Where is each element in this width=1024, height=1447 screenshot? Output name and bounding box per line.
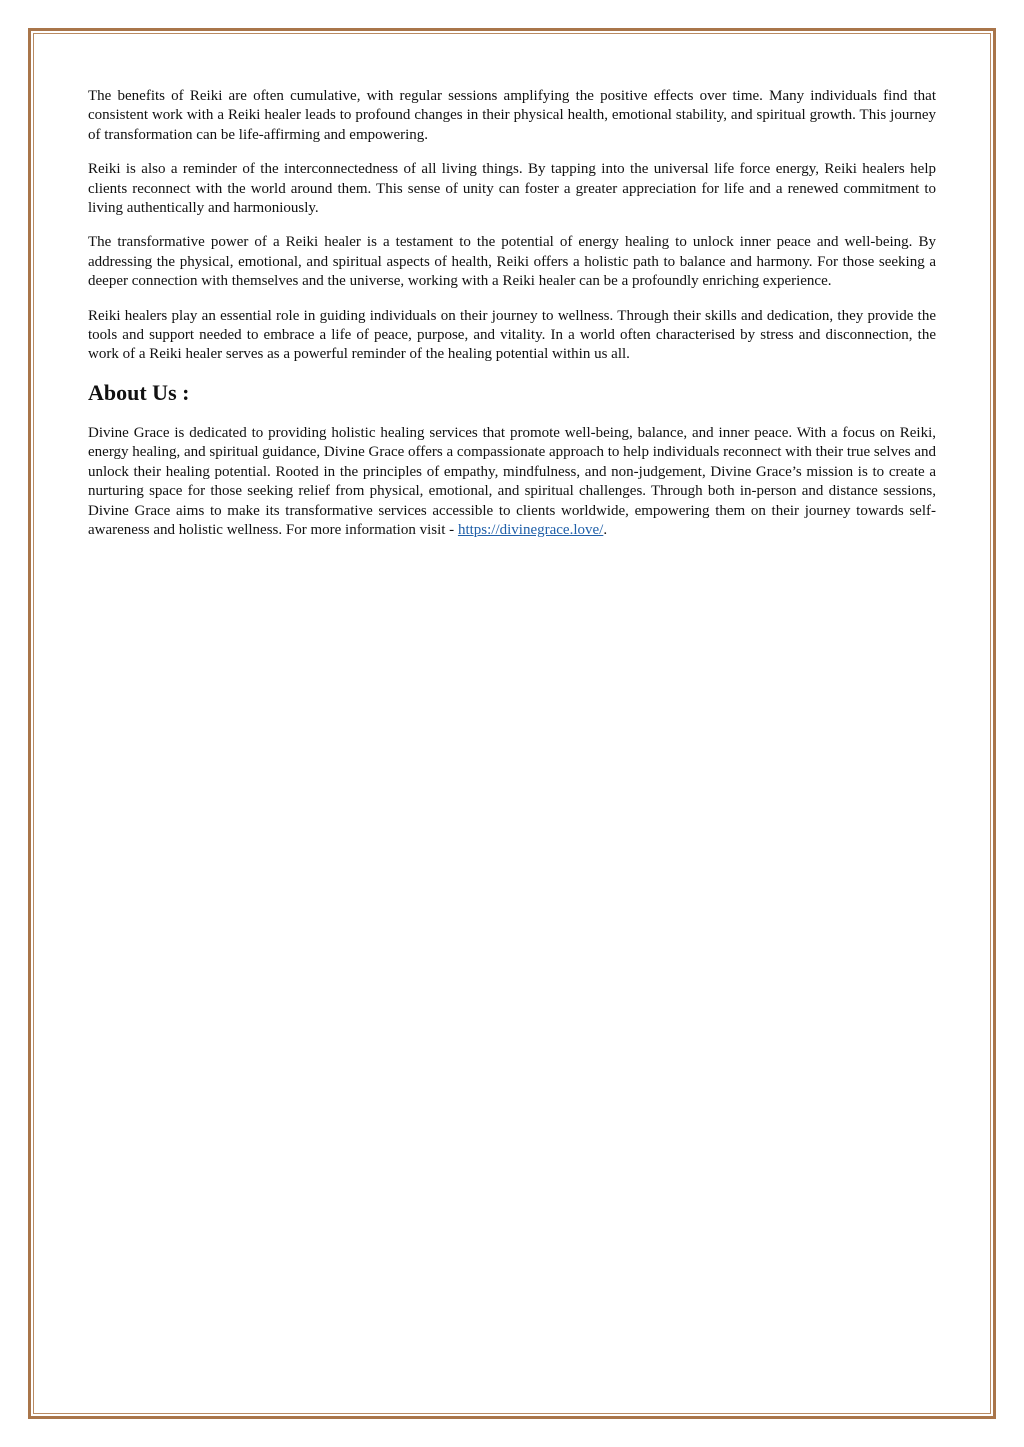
document-body [88,87,936,555]
about-us-heading: About Us : [88,379,190,405]
paragraph-cumulative-benefits: The benefits of Reiki are often cumulative, with regular sessions amplifying the positive effects over time. Many individuals find that consistent work with a Reiki healer leads to profound changes in their physical health, emotional stability, and spiritual growth. This journey of transformation can be life-affirming and empowering. [88,88,936,143]
about-us-text: Divine Grace is dedicated to providing holistic healing services that promote well-being, balance, and inner peace. With a focus on Reiki, energy healing, and spiritual guidance, Divine Grace offers a compassionate approach to help individuals reconnect with their true selves and unlock their healing potential. Rooted in the principles of empathy, mindfulness, and non-judgement, Divine Grace’s mission is to create a nurturing space for those seeking relief from physical, emotional, and spiritual challenges. Through both in-person and distance sessions, Divine Grace aims to make its transformative services accessible to clients worldwide, empowering them on their journey towards self-awareness and holistic wellness. For more information visit - [88,424,936,538]
paragraph-interconnectedness: Reiki is also a reminder of the interconnectedness of all living things. By tapping into the universal life force energy, Reiki healers help clients reconnect with the world around them. This sense of unity can foster a greater appreciation for life and a renewed commitment to living authentically and harmoniously. [88,161,936,217]
about-us-paragraph [88,424,936,540]
website-link[interactable]: https://divinegrace.love/ [457,521,604,538]
paragraph-healer-role: Reiki healers play an essential role in guiding individuals on their journey to wellness. Through their skills and dedication, they provide the tools and support needed to embrace a life of peace, purpose, and vitality. In a world often characterised by stress and disconnection, the work of a Reiki healer serves as a powerful reminder of the healing potential within us all. [88,307,936,363]
about-us-trailing-period: . [603,521,608,538]
paragraph-transformative-power: The transformative power of a Reiki healer is a testament to the potential of energy healing to unlock inner peace and well-being. By addressing the physical, emotional, and spiritual aspects of health, Reiki offers a holistic path to balance and harmony. For those seeking a deeper connection with themselves and the universe, working with a Reiki healer can be a profoundly enriching experience. [88,234,936,290]
